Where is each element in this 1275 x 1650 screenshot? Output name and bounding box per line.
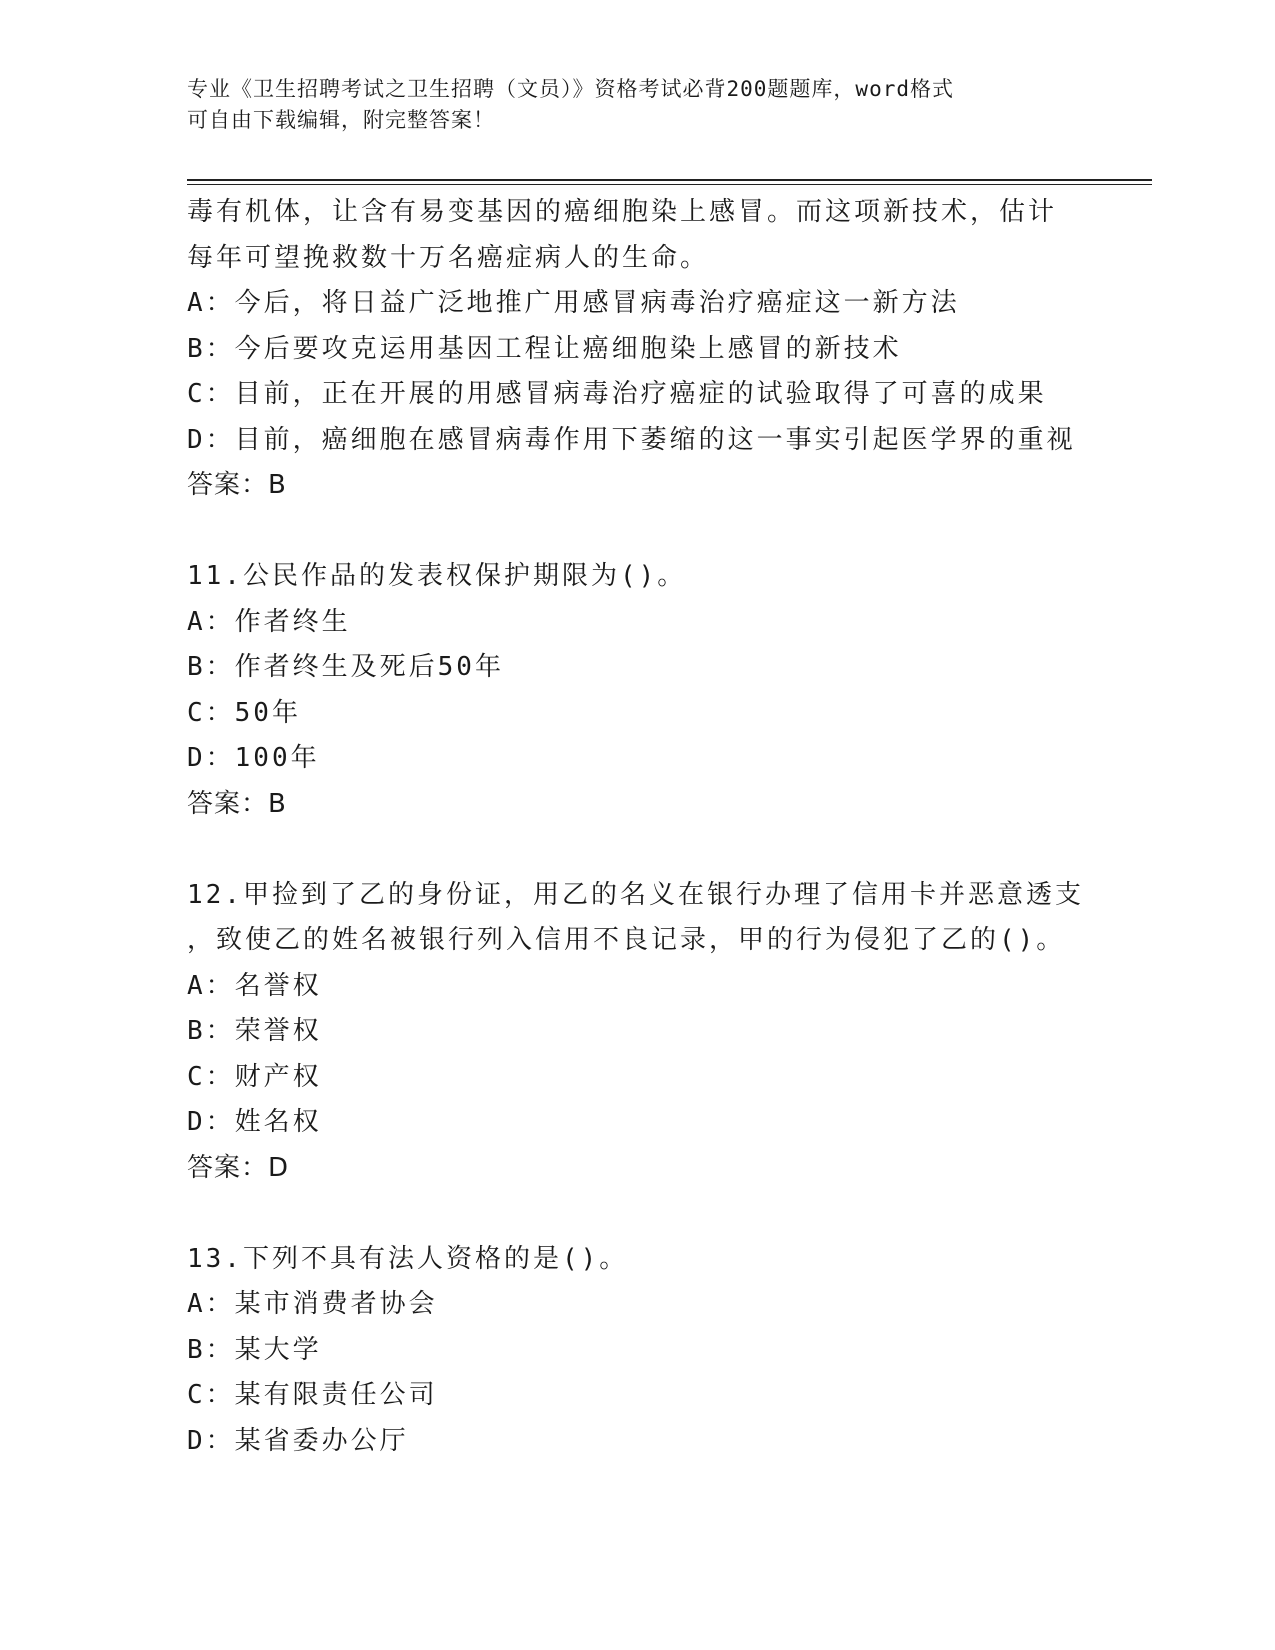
question-stem: 11.公民作品的发表权保护期限为()。 [187, 561, 687, 591]
option-b: B：今后要攻克运用基因工程让癌细胞染上感冒的新技术 [187, 333, 902, 364]
question-stem: 13.下列不具有法人资格的是()。 [187, 1243, 629, 1274]
option-d: D：某省委办公厅 [187, 1425, 409, 1456]
document-header [187, 74, 1067, 136]
question-stem: 12.甲捡到了乙的身份证，用乙的名义在银行办理了信用卡并恶意透支 [187, 879, 1084, 910]
answer-line: 答案：D [187, 1152, 290, 1183]
option-a: A：某市消费者协会 [187, 1289, 438, 1319]
header-title-line-2: 可自由下载编辑，附完整答案！ [187, 108, 495, 132]
option-c: C：目前，正在开展的用感冒病毒治疗癌症的试验取得了可喜的成果 [187, 379, 1047, 409]
question-text-line: 每年可望挽救数十万名癌症病人的生命。 [187, 242, 710, 273]
option-d: D：目前，癌细胞在感冒病毒作用下萎缩的这一事实引起医学界的重视 [187, 424, 1076, 455]
question-13 [187, 1237, 1087, 1465]
spacer [187, 509, 1087, 555]
question-12 [187, 873, 1087, 1192]
option-a: A：今后，将日益广泛地推广用感冒病毒治疗癌症这一新方法 [187, 288, 960, 318]
header-rule-thick [187, 179, 1152, 181]
header-title-line-1: 专业《卫生招聘考试之卫生招聘（文员）》资格考试必背200题题库，word格式 [187, 77, 954, 101]
question-10-continued [187, 190, 1087, 509]
question-stem: ，致使乙的姓名被银行列入信用不良记录，甲的行为侵犯了乙的()。 [187, 925, 1066, 955]
option-b: B：作者终生及死后50年 [187, 652, 504, 682]
option-b: B：某大学 [187, 1334, 322, 1365]
answer-line: 答案：B [187, 470, 287, 500]
document-body [187, 190, 1087, 1464]
question-11 [187, 554, 1087, 827]
option-d: D：姓名权 [187, 1107, 322, 1137]
question-text-line: 毒有机体，让含有易变基因的癌细胞染上感冒。而这项新技术，估计 [187, 197, 1058, 227]
option-c: C：财产权 [187, 1061, 322, 1092]
option-c: C：50年 [187, 697, 301, 728]
option-c: C：某有限责任公司 [187, 1380, 438, 1410]
spacer [187, 827, 1087, 873]
option-a: A：名誉权 [187, 970, 322, 1001]
spacer [187, 1191, 1087, 1237]
option-a: A：作者终生 [187, 606, 351, 637]
answer-line: 答案：B [187, 788, 287, 819]
option-b: B：荣誉权 [187, 1016, 322, 1046]
option-d: D：100年 [187, 743, 320, 773]
header-rule-thin [187, 184, 1152, 185]
